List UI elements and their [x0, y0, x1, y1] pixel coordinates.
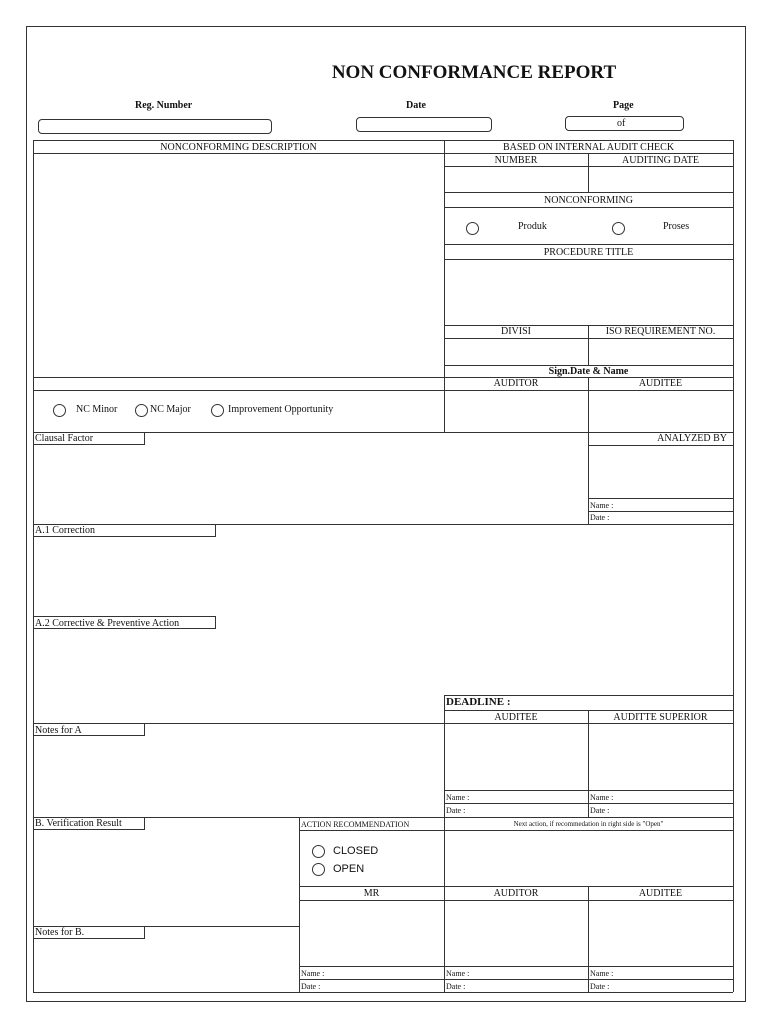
next-action-header: Next action, if recommedation in right side is "Open" [513, 820, 664, 828]
mr-name-label: Name : [301, 969, 325, 978]
deadline-label: DEADLINE : [446, 696, 511, 708]
reg-number-label: Reg. Number [135, 100, 193, 111]
sign-date-name-header: Sign.Date & Name [548, 366, 629, 377]
nc-major-radio[interactable] [135, 404, 148, 417]
a2-corrective-label: A.2 Corrective & Preventive Action [35, 618, 180, 629]
superior-name-label: Name : [590, 793, 614, 802]
notes-a-label: Notes for A [35, 725, 82, 736]
divisi-header: DIVISI [501, 326, 531, 337]
analyzed-by-header: ANALYZED BY [657, 433, 727, 444]
auditee-date-label-b: Date : [590, 982, 610, 991]
clausal-factor-label: Clausal Factor [35, 433, 94, 444]
auditor-date-label: Date : [446, 982, 466, 991]
improvement-radio[interactable] [211, 404, 224, 417]
nonconforming-header: NONCONFORMING [544, 195, 633, 206]
verification-result-label: B. Verification Result [35, 818, 122, 829]
table-right [733, 140, 734, 992]
mr-header: MR [363, 888, 380, 899]
produk-label: Produk [518, 221, 547, 232]
verification-auditor-header: AUDITOR [493, 888, 539, 899]
auditor-header: AUDITOR [493, 378, 539, 389]
deadline-auditee-header: AUDITEE [494, 712, 538, 723]
superior-date-label: Date : [590, 806, 610, 815]
closed-radio[interactable] [312, 845, 325, 858]
notes-b-label: Notes for B. [35, 927, 85, 938]
table-left [33, 140, 34, 992]
nonconforming-description-header: NONCONFORMING DESCRIPTION [160, 142, 317, 153]
action-recommendation-header: ACTION RECOMMENDATION [301, 820, 410, 829]
procedure-title-header: PROCEDURE TITLE [543, 247, 634, 258]
page-label: Page [613, 100, 634, 111]
open-label: OPEN [333, 863, 365, 875]
auditee-superior-header: AUDITTE SUPERIOR [613, 712, 708, 723]
form-frame [26, 26, 746, 1002]
date-label: Date [406, 100, 426, 111]
auditee-name-label: Name : [446, 793, 470, 802]
analyzed-name-label: Name : [590, 501, 614, 510]
closed-label: CLOSED [333, 845, 379, 857]
number-header: NUMBER [494, 155, 538, 166]
auditee-name-label-b: Name : [590, 969, 614, 978]
table-bottom [33, 992, 733, 993]
table-top [33, 140, 733, 141]
auditee-header: AUDITEE [638, 378, 683, 389]
verification-auditee-header: AUDITEE [638, 888, 683, 899]
mr-date-label: Date : [301, 982, 321, 991]
page-of-label: of [617, 118, 626, 129]
nc-minor-label: NC Minor [76, 404, 118, 415]
nc-minor-radio[interactable] [53, 404, 66, 417]
auditing-date-header: AUDITING DATE [622, 155, 699, 166]
analyzed-date-label: Date : [590, 513, 610, 522]
a1-correction-label: A.1 Correction [35, 525, 95, 536]
based-on-header: BASED ON INTERNAL AUDIT CHECK [502, 142, 675, 153]
open-radio[interactable] [312, 863, 325, 876]
nc-major-label: NC Major [150, 404, 191, 415]
improvement-label: Improvement Opportunity [228, 404, 334, 415]
reg-number-field[interactable] [38, 119, 272, 134]
date-field[interactable] [356, 117, 492, 132]
produk-radio[interactable] [466, 222, 479, 235]
auditor-name-label: Name : [446, 969, 470, 978]
form-title: NON CONFORMANCE REPORT [331, 62, 617, 83]
proses-label: Proses [663, 221, 690, 232]
auditee-date-label: Date : [446, 806, 466, 815]
iso-requirement-header: ISO REQUIREMENT NO. [605, 326, 716, 337]
proses-radio[interactable] [612, 222, 625, 235]
